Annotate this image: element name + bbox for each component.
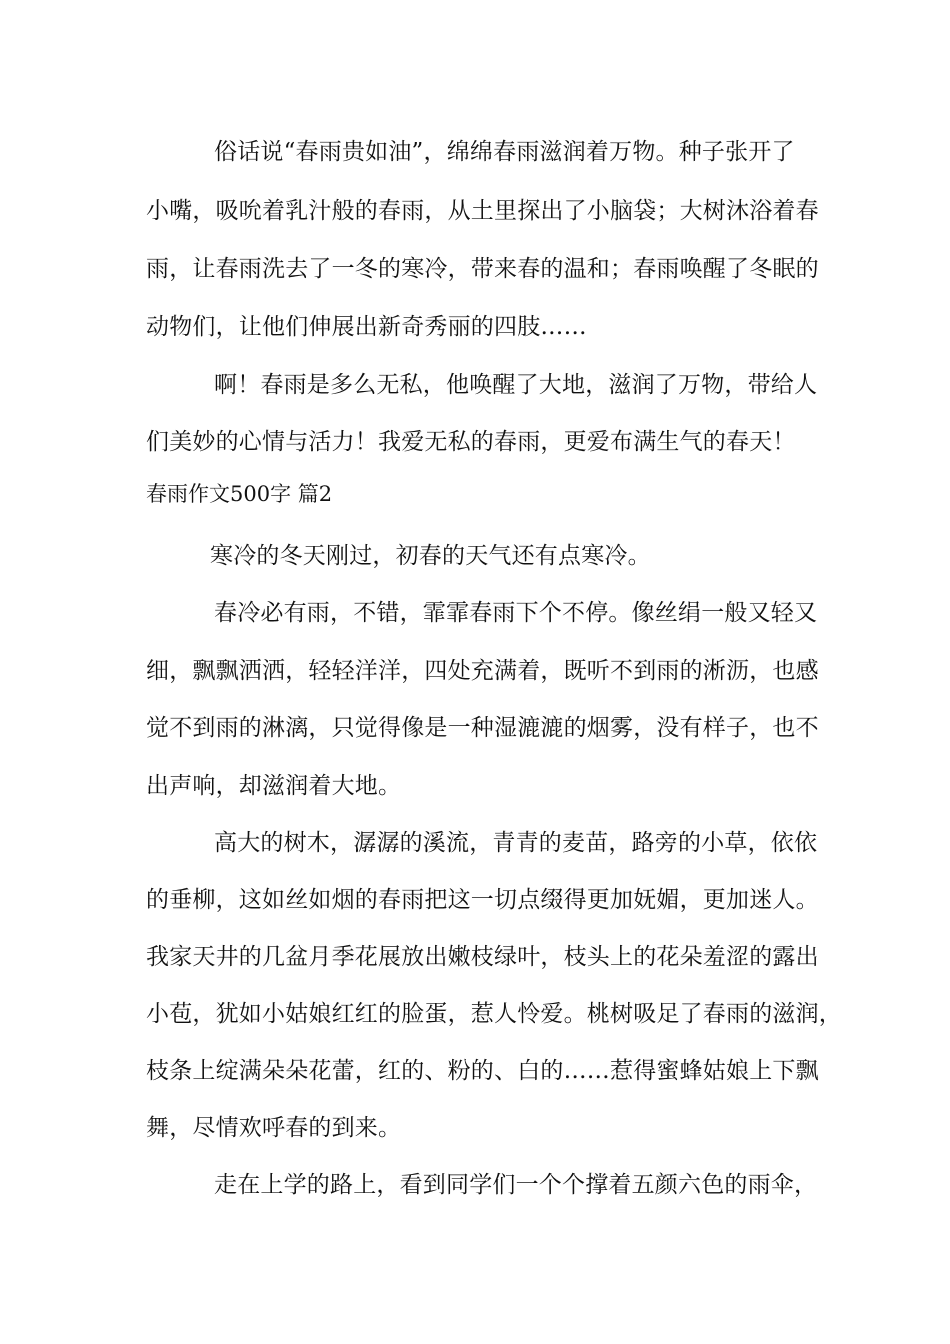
paragraph-line: 雨，让春雨洗去了一冬的寒冷，带来春的温和；春雨唤醒了冬眠的 [146,256,819,282]
paragraph-line: 俗话说“春雨贵如油”，绵绵春雨滋润着万物。种子张开了 [214,139,795,165]
paragraph-line: 春冷必有雨，不错，霏霏春雨下个不停。像丝绢一般又轻又 [214,600,818,626]
paragraph-line: 小苞，犹如小姑娘红红的脸蛋，惹人怜爱。桃树吸足了春雨的滋润， [146,1001,842,1027]
paragraph-line: 我家天井的几盆月季花展放出嫩枝绿叶，枝头上的花朵羞涩的露出 [146,944,819,970]
section-heading: 春雨作文500字 篇2 [146,482,333,506]
paragraph-line: 出声响，却滋润着大地。 [146,773,402,799]
paragraph-line: 高大的树木，潺潺的溪流，青青的麦苗，路旁的小草，依依 [214,830,818,856]
paragraph-line: 走在上学的路上，看到同学们一个个撑着五颜六色的雨伞， [214,1172,818,1198]
paragraph-line: 小嘴，吸吮着乳汁般的春雨，从土里探出了小脑袋；大树沐浴着春 [146,198,819,224]
paragraph-line: 舞，尽情欢呼春的到来。 [146,1115,402,1141]
paragraph-line: 啊！春雨是多么无私，他唤醒了大地，滋润了万物，带给人 [214,372,818,398]
paragraph-line: 觉不到雨的淋漓，只觉得像是一种湿漉漉的烟雾，没有样子，也不 [146,715,819,741]
paragraph-line: 细，飘飘洒洒，轻轻洋洋，四处充满着，既听不到雨的淅沥，也感 [146,658,819,684]
paragraph-line: 枝条上绽满朵朵花蕾，红的、粉的、白的……惹得蜜蜂姑娘上下飘 [146,1058,819,1084]
paragraph-line: 们美妙的心情与活力！我爱无私的春雨，更爱布满生气的春天！ [146,429,796,455]
paragraph-line: 寒冷的冬天刚过，初春的天气还有点寒冷。 [210,543,651,569]
paragraph-line: 的垂柳，这如丝如烟的春雨把这一切点缀得更加妩媚，更加迷人。 [146,887,819,913]
paragraph-line: 动物们，让他们伸展出新奇秀丽的四肢…… [146,314,587,340]
